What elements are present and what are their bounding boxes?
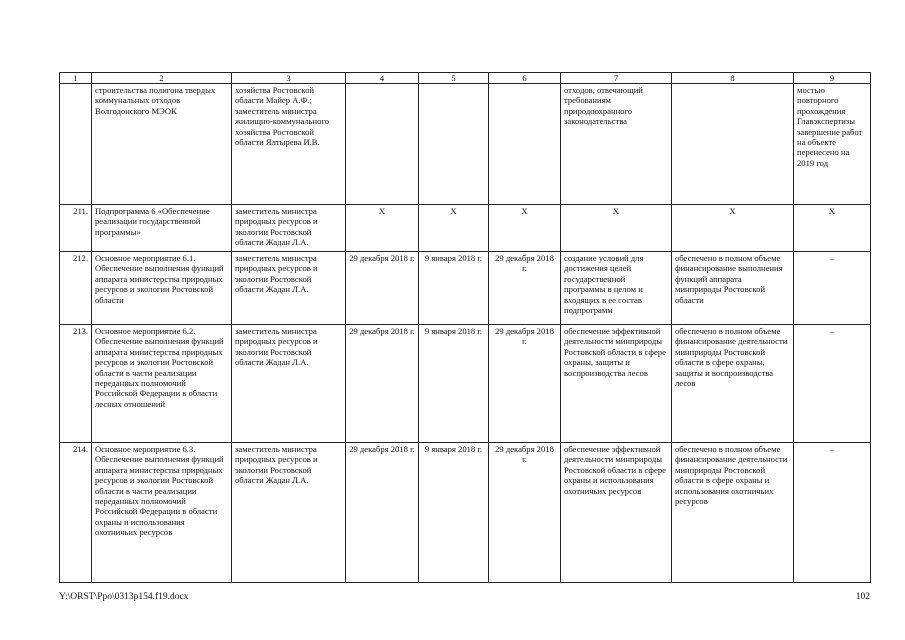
end-date-cell: 29 декабря 2018 г. xyxy=(489,443,561,583)
header-cell: 2 xyxy=(92,73,232,84)
header-cell: 5 xyxy=(419,73,489,84)
responsible-cell: заместитель министра природных ресурсов и экологии Ростовской области Жадан Л.А. xyxy=(232,252,346,325)
responsible-cell: хозяйства Ростовской области Майер А.Ф.; заместитель министра жилищно-коммунального хозяйства Ростовской области Ялтырева И.В. xyxy=(232,84,346,205)
end-date-cell: 29 декабря 2018 г. xyxy=(489,252,561,325)
event-name-cell: строительства полигона твердых коммунальных отходов Волгодонского МЭОК xyxy=(92,84,232,205)
page-number: 102 xyxy=(855,592,870,602)
table-row xyxy=(60,325,871,443)
event-name-cell: Подпрограмма 6 «Обеспечение реализации государственной программы» xyxy=(92,205,232,252)
end-date-cell: 29 декабря 2018 г. xyxy=(489,325,561,443)
start-date-cell: 9 января 2018 г. xyxy=(419,252,489,325)
start-date-cell: 9 января 2018 г. xyxy=(419,325,489,443)
start-date-cell xyxy=(419,84,489,205)
end-date-cell xyxy=(489,84,561,205)
header-cell: 9 xyxy=(794,73,871,84)
header-cell: 1 xyxy=(60,73,92,84)
header-row xyxy=(60,73,871,84)
footer-file-path: Y:\ORST\Ppo\0313p154.f19.docx xyxy=(59,592,189,602)
planned-result-cell: отходов, отвечающий требованиям природоохранного законодательства xyxy=(561,84,672,205)
reason-cell: – xyxy=(794,325,871,443)
table-row xyxy=(60,252,871,325)
row-number: 214. xyxy=(60,443,92,583)
reason-cell: мостью повторного прохождения Главэкспертизы завершение работ на объекте перенесено на 2019 год xyxy=(794,84,871,205)
event-name-cell: Основное мероприятие 6.1. Обеспечение выполнения функций аппарата министерства природных ресурсов и экологии Ростовской области xyxy=(92,252,232,325)
actual-result-cell: X xyxy=(672,205,794,252)
planned-date-cell xyxy=(346,84,419,205)
responsible-cell: заместитель министра природных ресурсов и экологии Ростовской области Жадан Л.А. xyxy=(232,205,346,252)
actual-result-cell: обеспечено в полном объеме финансирование деятельности минприроды Ростовской области в сфере охраны и использования охотничьих ресурсов xyxy=(672,443,794,583)
planned-result-cell: обеспечение эффективной деятельности минприроды Ростовской области в сфере охраны, защиты и воспроизводства лесов xyxy=(561,325,672,443)
planned-date-cell: 29 декабря 2018 г. xyxy=(346,252,419,325)
actual-result-cell: обеспечено в полном объеме финансирование выполнения функций аппарата минприроды Ростовской области xyxy=(672,252,794,325)
row-number: 213. xyxy=(60,325,92,443)
header-cell: 4 xyxy=(346,73,419,84)
header-cell: 7 xyxy=(561,73,672,84)
table-row xyxy=(60,205,871,252)
actual-result-cell xyxy=(672,84,794,205)
reason-cell: – xyxy=(794,443,871,583)
end-date-cell: X xyxy=(489,205,561,252)
table-row xyxy=(60,443,871,583)
row-number: 212. xyxy=(60,252,92,325)
row-number: 211. xyxy=(60,205,92,252)
responsible-cell: заместитель министра природных ресурсов и экологии Ростовской области Жадан Л.А. xyxy=(232,325,346,443)
responsible-cell: заместитель министра природных ресурсов и экологии Ростовской области Жадан Л.А. xyxy=(232,443,346,583)
header-cell: 6 xyxy=(489,73,561,84)
reason-cell: – xyxy=(794,252,871,325)
planned-result-cell: X xyxy=(561,205,672,252)
start-date-cell: X xyxy=(419,205,489,252)
table-row xyxy=(60,84,871,205)
report-table xyxy=(59,72,871,583)
planned-result-cell: создание условий для достижения целей государственной программы в целом и входящих в ее состав подпрограмм xyxy=(561,252,672,325)
row-number xyxy=(60,84,92,205)
planned-result-cell: обеспечение эффективной деятельности минприроды Ростовской области в сфере охраны и использования охотничьих ресурсов xyxy=(561,443,672,583)
header-cell: 3 xyxy=(232,73,346,84)
start-date-cell: 9 января 2018 г. xyxy=(419,443,489,583)
actual-result-cell: обеспечено в полном объеме финансирование деятельности минприроды Ростовской области в сфере охраны, защиты и воспроизводства лесов xyxy=(672,325,794,443)
event-name-cell: Основное мероприятие 6.2. Обеспечение выполнения функций аппарата министерства природных ресурсов и экологии Ростовской области в части реализации переданных полномочий Российской Федерации в области лесных отношений xyxy=(92,325,232,443)
planned-date-cell: 29 декабря 2018 г. xyxy=(346,325,419,443)
header-cell: 8 xyxy=(672,73,794,84)
reason-cell: X xyxy=(794,205,871,252)
planned-date-cell: 29 декабря 2018 г. xyxy=(346,443,419,583)
event-name-cell: Основное мероприятие 6.3. Обеспечение выполнения функций аппарата министерства природных ресурсов и экологии Ростовской области в части реализации переданных полномочий Российской Федерации в области охраны и использования охотничьих ресурсов xyxy=(92,443,232,583)
planned-date-cell: X xyxy=(346,205,419,252)
